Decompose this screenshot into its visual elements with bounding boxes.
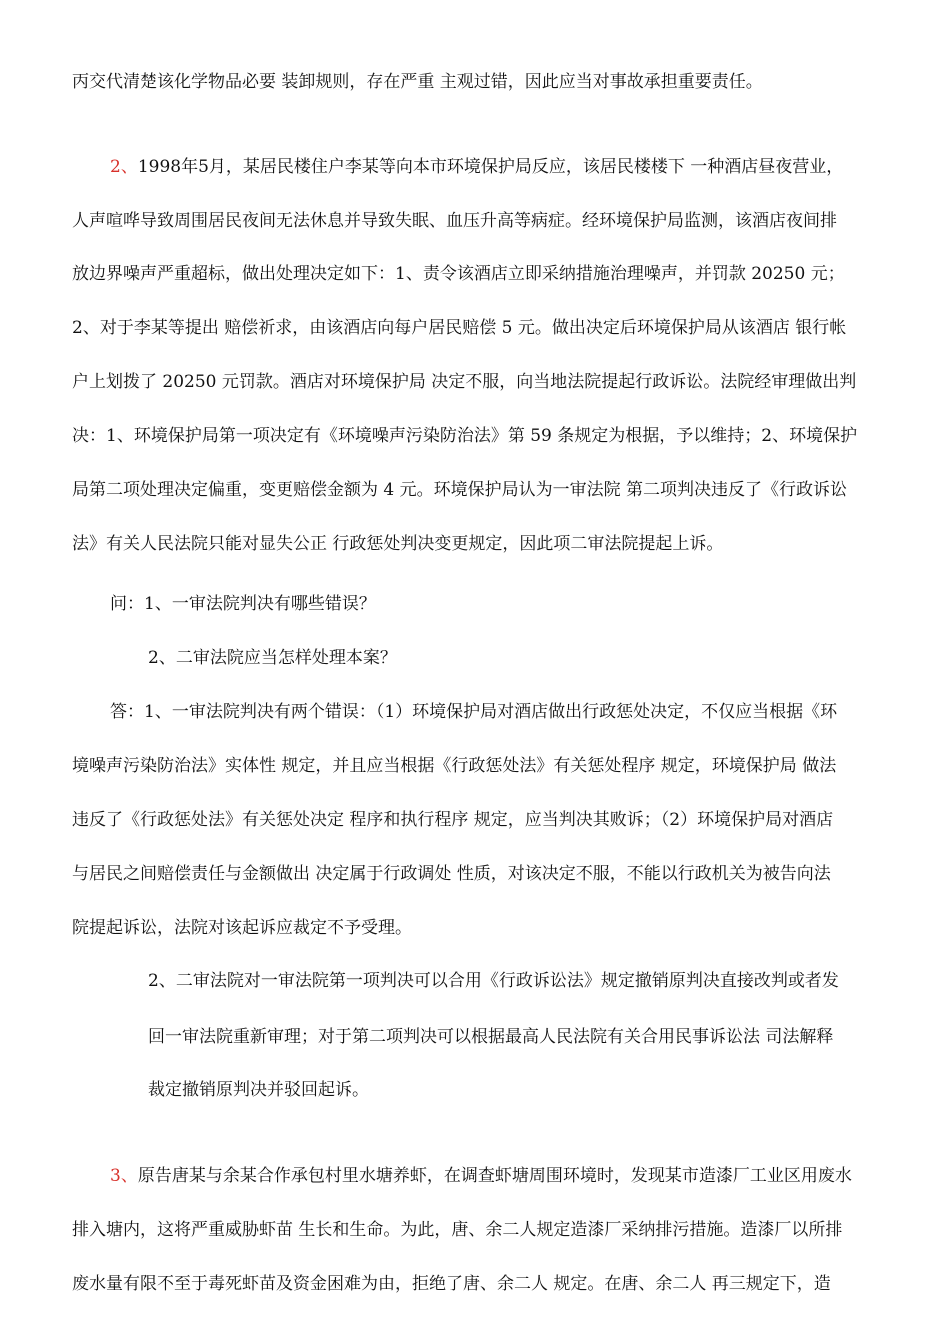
q2-line-6: 决：1、环境保护局第一项决定有《环境噪声污染防治法》第 59 条规定为根据，予以维持；2、环境保护 (72, 426, 858, 446)
answer-1-line-3: 违反了《行政惩处法》有关惩处决定 程序和执行程序 规定，应当判决其败诉；（2）环境保护局对酒店 (72, 810, 834, 830)
answer-1-line-1: 答：1、一审法院判决有两个错误：（1）环境保护局对酒店做出行政惩处决定，不仅应当根据《环 (110, 702, 838, 722)
answer-1-line-5: 院提起诉讼，法院对该起诉应裁定不予受理。 (72, 918, 412, 938)
q2-line-3: 放边界噪声严重超标，做出处理决定如下：1、责令该酒店立即采纳措施治理噪声，并罚款 20250 元； (72, 264, 845, 284)
q3-line-1 (110, 1164, 950, 1188)
answer-2-line-1: 2、二审法院对一审法院第一项判决可以合用《行政诉讼法》规定撤销原判决直接改判或者发 (148, 971, 839, 991)
q2-number: 2、 (110, 157, 138, 177)
q2-text: 1998年5月，某居民楼住户李某等向本市环境保护局反应，该居民楼楼下 一种酒店昼夜营业， (137, 157, 844, 177)
answer-1-line-2: 境噪声污染防治法》实体性 规定，并且应当根据《行政惩处法》有关惩处程序 规定，环境保护局 做法 (72, 756, 837, 776)
answer-2-line-2: 回一审法院重新审理；对于第二项判决可以根据最高人民法院有关合用民事诉讼法 司法解释 (148, 1027, 834, 1047)
q3-text: 原告唐某与余某合作承包村里水塘养虾，在调查虾塘周围环境时，发现某市造漆厂工业区用废水 (137, 1166, 852, 1186)
answer-2-line-3: 裁定撤销原判决并驳回起诉。 (148, 1080, 369, 1100)
q2-line-4: 2、对于李某等提出 赔偿祈求，由该酒店向每户居民赔偿 5 元。做出决定后环境保护局从该酒店 银行帐 (72, 318, 847, 338)
q2-line-8: 法》有关人民法院只能对显失公正 行政惩处判决变更规定，因此项二审法院提起上诉。 (72, 534, 724, 554)
q3-line-3: 废水量有限不至于毒死虾苗及资金困难为由，拒绝了唐、余二人 规定。在唐、余二人 再三规定下，造 (72, 1274, 831, 1294)
q2-line-5: 户上划拨了 20250 元罚款。酒店对环境保护局 决定不服，向当地法院提起行政诉讼。法院经审理做出判 (72, 372, 857, 392)
question-2: 2、二审法院应当怎样处理本案？ (148, 648, 397, 668)
answer-1-line-4: 与居民之间赔偿责任与金额做出 决定属于行政调处 性质，对该决定不服，不能以行政机关为被告向法 (72, 864, 831, 884)
q2-line-1 (110, 155, 950, 179)
q2-line-7: 局第二项处理决定偏重，变更赔偿金额为 4 元。环境保护局认为一审法院 第二项判决违反了《行政诉讼 (72, 480, 848, 500)
q3-line-2: 排入塘内，这将严重威胁虾苗 生长和生命。为此，唐、余二人规定造漆厂采纳排污措施。造漆厂以所排 (72, 1220, 843, 1240)
q1-tail-line: 丙交代清楚该化学物品必要 装卸规则，存在严重 主观过错，因此应当对事故承担重要责任。 (72, 72, 763, 92)
question-1: 问：1、一审法院判决有哪些错误？ (110, 594, 376, 614)
q2-line-2: 人声喧哗导致周围居民夜间无法休息并导致失眠、血压升高等病症。经环境保护局监测，该酒店夜间排 (72, 211, 837, 231)
q3-number: 3、 (110, 1166, 138, 1186)
